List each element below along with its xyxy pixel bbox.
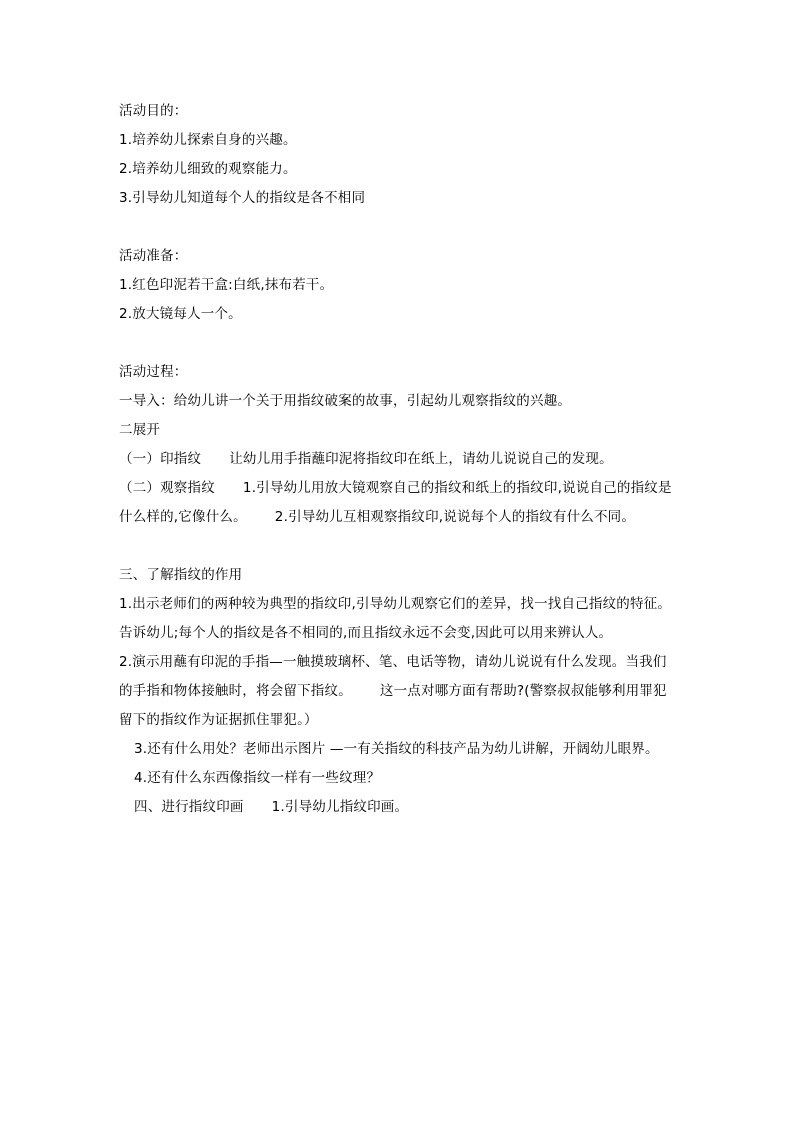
sub-step-2-text-b: 2.引导幼儿互相观察指纹印,说说每个人的指纹有什么不同。 xyxy=(274,509,636,525)
step-intro: 一导入：给幼儿讲一个关于用指纹破案的故事，引起幼儿观察指纹的兴趣。 xyxy=(119,393,572,409)
step3-paragraph-1: 1.出示老师们的两种较为典型的指纹印,引导幼儿观察它们的差异，找一找自己指纹的特征。告诉幼儿;每个人的指纹是各不相同的,而且指纹永远不会变,因此可以用来辨认人。 xyxy=(119,596,672,641)
goal-heading: 活动目的： xyxy=(119,103,188,119)
prep-item-1: 1.红色印泥若干盒:白纸,抹布若干。 xyxy=(119,277,334,293)
spacer xyxy=(119,213,679,242)
step3-heading: 三、了解指纹的作用 xyxy=(119,567,243,583)
step4 xyxy=(119,793,679,822)
spacer xyxy=(119,532,679,561)
sub-step-1 xyxy=(119,445,679,474)
sub-step-2-label: （二）观察指纹 xyxy=(119,480,215,496)
goal-item-3: 3.引导幼儿知道每个人的指纹是各不相同 xyxy=(119,190,366,206)
step3-paragraph-2a: 2.演示用蘸有印泥的手指—一触摸玻璃杯、笔、电话等物，请幼儿说说有什么发现。当我们的手指和物体接触时，将会留下指纹。 xyxy=(119,654,667,699)
step3-paragraph-2 xyxy=(119,648,679,735)
goal-item-2: 2.培养幼儿细致的观察能力。 xyxy=(119,161,297,177)
sub-step-2 xyxy=(119,474,679,532)
prep-heading: 活动准备： xyxy=(119,248,188,264)
process-heading: 活动过程： xyxy=(119,364,188,380)
sub-step-1-label: （一）印指纹 xyxy=(119,451,202,467)
step4-text: 1.引导幼儿指纹印画。 xyxy=(271,799,409,815)
step4-heading: 四、进行指纹印画 xyxy=(134,799,244,815)
prep-item-2: 2.放大镜每人一个。 xyxy=(119,306,242,322)
document-body xyxy=(119,97,679,822)
step3-paragraph-4: 4.还有什么东西像指纹一样有一些纹理？ xyxy=(134,770,381,786)
step-expand: 二展开 xyxy=(119,422,161,438)
step3-paragraph-2b: 这一点对哪方面有帮助?(警察叔叔能够利用罪犯留下的指纹作为证据抓住罪犯。） xyxy=(119,683,667,728)
sub-step-2-text-a: 1.引导幼儿用放大镜观察自己的指纹和纸上的指纹印,说说自己的指纹是什么样的,它像什么。 xyxy=(119,480,672,525)
step3-paragraph-3: 3.还有什么用处？老师出示图片 —一有关指纹的科技产品为幼儿讲解，开阔幼儿眼界。 xyxy=(134,741,659,757)
goal-item-1: 1.培养幼儿探索自身的兴趣。 xyxy=(119,132,297,148)
sub-step-1-text: 让幼儿用手指蘸印泥将指纹印在纸上，请幼儿说说自己的发现。 xyxy=(229,451,613,467)
spacer xyxy=(119,329,679,358)
